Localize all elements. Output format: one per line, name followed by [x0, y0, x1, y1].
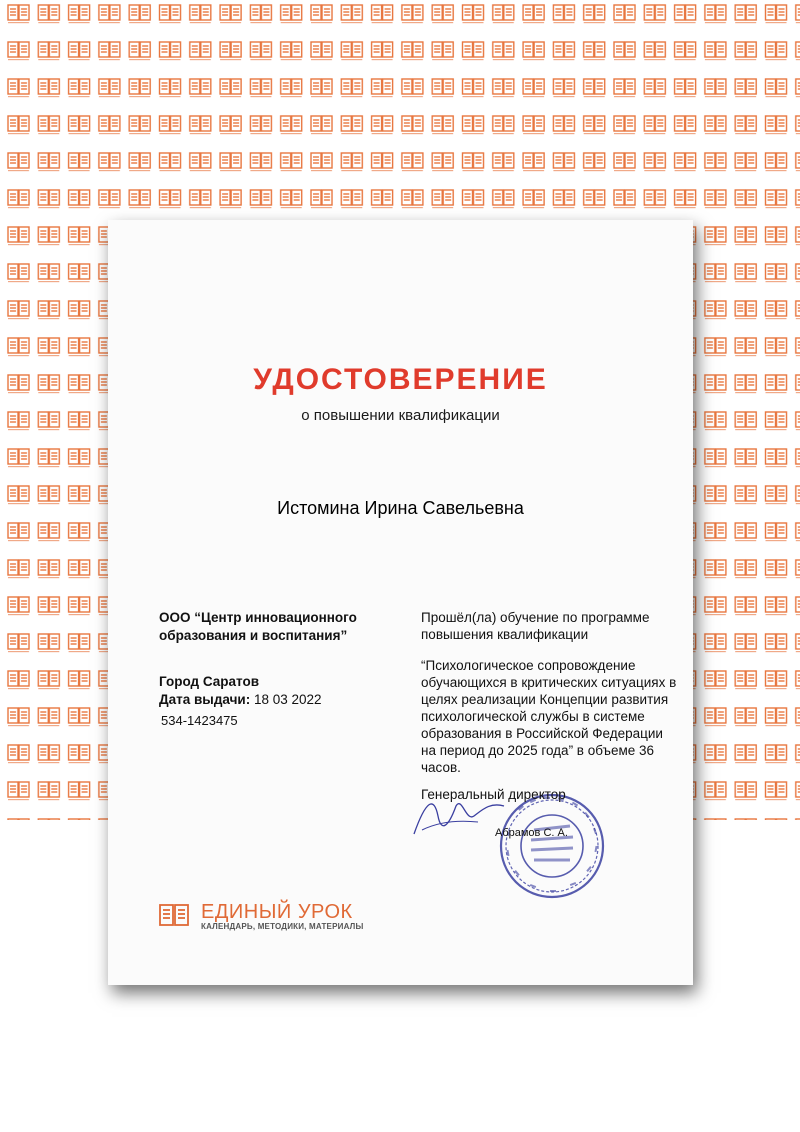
signer-name: Абрамов С. А. — [495, 827, 568, 839]
issue-date-value: 18 03 2022 — [253, 692, 322, 707]
logo-tagline: КАЛЕНДАРЬ, МЕТОДИКИ, МАТЕРИАЛЫ — [201, 922, 364, 931]
registration-number: 534-1423475 — [161, 713, 238, 728]
edinyi-urok-logo — [159, 900, 419, 932]
issue-city: Город Саратов — [159, 674, 260, 689]
signer-position: Генеральный директор — [421, 787, 566, 802]
completed-training-text: Прошёл(ла) обучение по программе повышения квалификации — [421, 610, 650, 642]
issue-date — [159, 692, 322, 707]
certificate-subtitle: о повышении квалификации — [301, 407, 500, 424]
organization-name: ООО “Центр инновационного образования и воспитания” — [159, 610, 357, 643]
open-book-icon — [159, 903, 189, 929]
program-description: “Психологическое сопровождение обучающихся в критических ситуациях в целях реализации Концепции развития психологической службы в системе образования в Российской Федерации на период до 2025 года” в объеме 36 часов. — [421, 658, 677, 775]
issue-date-label: Дата выдачи: — [159, 692, 251, 707]
recipient-name: Истомина Ирина Савельевна — [277, 498, 524, 518]
certificate-sheet — [108, 220, 693, 985]
logo-name: ЕДИНЫЙ УРОК — [201, 901, 353, 923]
certificate-title: УДОСТОВЕРЕНИЕ — [253, 363, 548, 396]
